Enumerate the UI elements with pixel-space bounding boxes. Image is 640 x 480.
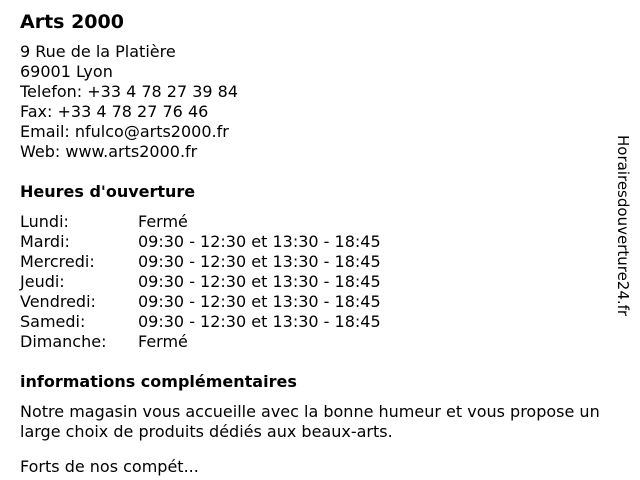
hours-row-monday xyxy=(20,212,610,232)
hours-row-wednesday xyxy=(20,252,610,272)
hours-row-thursday xyxy=(20,272,610,292)
hours-row-tuesday xyxy=(20,232,610,252)
site-watermark: Horairesdouverture24.fr xyxy=(614,135,632,317)
info-paragraph-2: Forts de nos compét... xyxy=(20,457,199,476)
day-label: Mardi: xyxy=(20,232,70,251)
time-value: 09:30 - 12:30 et 13:30 - 18:45 xyxy=(138,272,381,291)
day-label: Lundi: xyxy=(20,212,69,231)
day-label: Vendredi: xyxy=(20,292,96,311)
hours-row-sunday xyxy=(20,332,610,352)
business-name: Arts 2000 xyxy=(20,11,124,33)
time-value: 09:30 - 12:30 et 13:30 - 18:45 xyxy=(138,232,381,251)
fax-line: Fax: +33 4 78 27 76 46 xyxy=(20,102,209,121)
day-label: Samedi: xyxy=(20,312,86,331)
hours-heading: Heures d'ouverture xyxy=(20,182,196,201)
hours-row-friday xyxy=(20,292,610,312)
time-value: Fermé xyxy=(138,332,188,351)
business-card xyxy=(20,10,610,477)
time-value: Fermé xyxy=(138,212,188,231)
time-value: 09:30 - 12:30 et 13:30 - 18:45 xyxy=(138,312,381,331)
time-value: 09:30 - 12:30 et 13:30 - 18:45 xyxy=(138,252,381,271)
email-line: Email: nfulco@arts2000.fr xyxy=(20,122,229,141)
info-paragraph-1: Notre magasin vous accueille avec la bonne humeur et vous propose un large choix de produits dédiés aux beaux-arts. xyxy=(20,402,600,441)
day-label: Jeudi: xyxy=(20,272,65,291)
address-line-2: 69001 Lyon xyxy=(20,62,113,81)
contact-block xyxy=(20,42,610,162)
day-label: Mercredi: xyxy=(20,252,95,271)
hours-table xyxy=(20,212,610,352)
info-heading: informations complémentaires xyxy=(20,372,297,391)
day-label: Dimanche: xyxy=(20,332,107,351)
phone-line: Telefon: +33 4 78 27 39 84 xyxy=(20,82,239,101)
web-line: Web: www.arts2000.fr xyxy=(20,142,198,161)
time-value: 09:30 - 12:30 et 13:30 - 18:45 xyxy=(138,292,381,311)
hours-row-saturday xyxy=(20,312,610,332)
address-line-1: 9 Rue de la Platière xyxy=(20,42,176,61)
